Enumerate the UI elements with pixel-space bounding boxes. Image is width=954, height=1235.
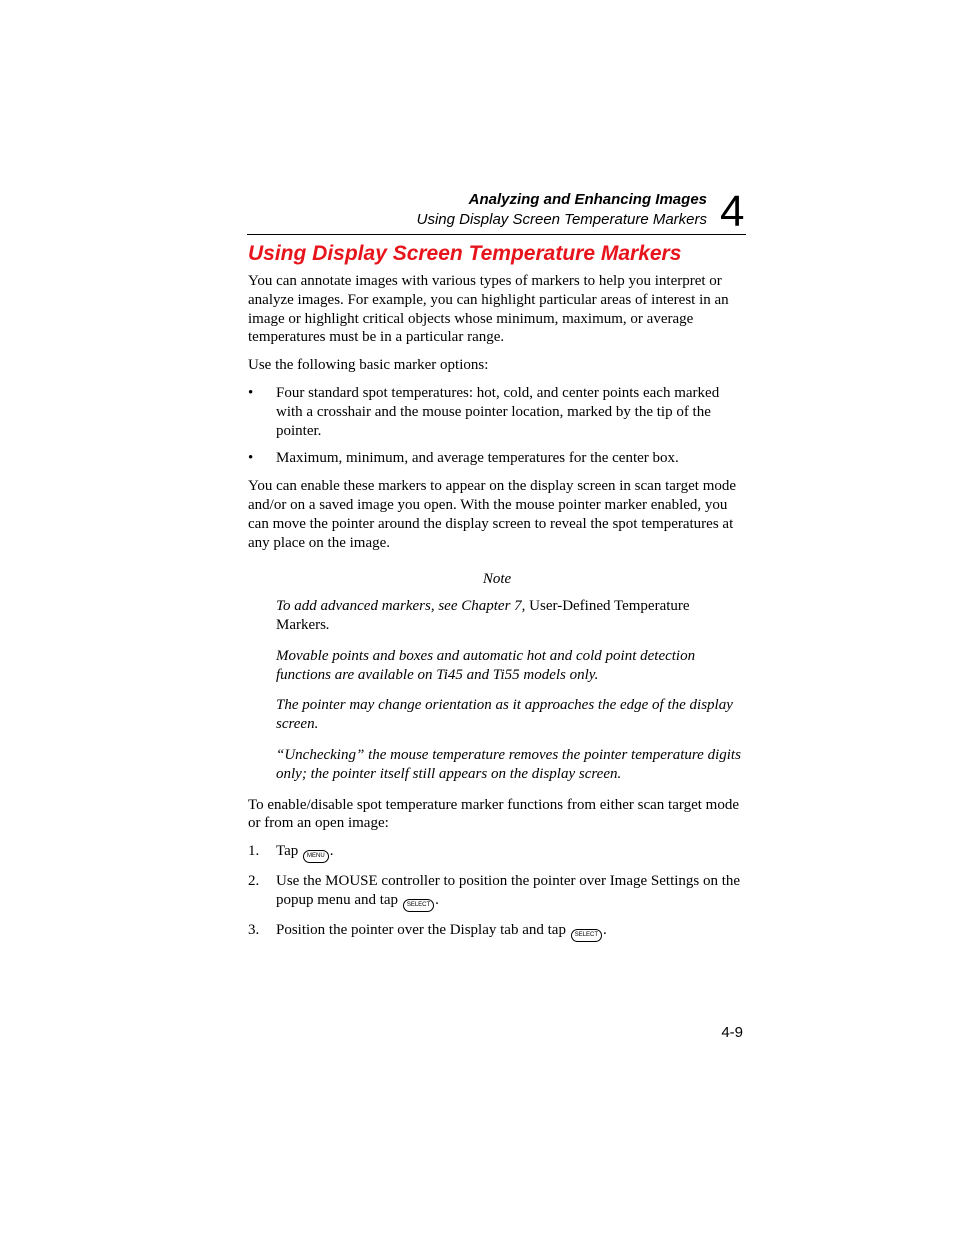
step-number: 2. <box>248 873 260 890</box>
list-item-text: Maximum, minimum, and average temperatures for the center box. <box>276 450 679 467</box>
note-body <box>248 597 746 783</box>
select-button-icon: SELECT <box>571 929 602 942</box>
step-item <box>248 872 746 912</box>
note-paragraph <box>276 597 746 635</box>
running-header <box>247 190 707 229</box>
header-divider <box>247 234 746 235</box>
list-item <box>248 449 746 468</box>
marker-options-list <box>248 384 746 468</box>
note-paragraph: Movable points and boxes and automatic hot and cold point detection functions are available on Ti45 and Ti55 models only. <box>276 647 696 683</box>
note-paragraph: The pointer may change orientation as it approaches the edge of the display screen. <box>276 697 733 733</box>
step-item <box>248 842 746 863</box>
note-label: Note <box>482 571 512 588</box>
select-button-icon: SELECT <box>403 899 434 912</box>
step-text: Position the pointer over the Display tab and tap <box>276 921 570 938</box>
step-text-end: . <box>603 921 607 938</box>
bullet-symbol: • <box>248 384 254 401</box>
step-text-end: . <box>435 891 439 908</box>
menu-button-icon: MENU <box>303 850 329 863</box>
step-text-end: . <box>329 843 334 860</box>
list-item-text: Four standard spot temperatures: hot, cold, and center points each marked with a crosshair and the mouse pointer location, marked by the tip of the pointer. <box>276 384 720 439</box>
step-number: 1. <box>248 843 260 860</box>
bullet-symbol: • <box>248 450 254 467</box>
enable-paragraph: You can enable these markers to appear on the display screen in scan target mode and/or on a saved image you open. With the mouse pointer marker enabled, you can move the pointer around the display screen to reveal the spot temperatures at any place on the image. <box>248 478 737 551</box>
step-text: Tap <box>276 843 303 860</box>
chapter-reference: User-Defined Temperature Markers <box>276 598 690 633</box>
step-text: Use the MOUSE controller to position the pointer over Image Settings on the popup menu and tap <box>276 873 741 908</box>
header-section-title: Using Display Screen Temperature Markers <box>416 211 707 228</box>
procedure-steps <box>248 842 746 942</box>
section-heading: Using Display Screen Temperature Markers <box>248 242 682 265</box>
note-text: To add advanced markers, see Chapter 7, <box>276 598 530 615</box>
procedure-lead-paragraph: To enable/disable spot temperature marker functions from either scan target mode or from an open image: <box>248 796 739 832</box>
step-number: 3. <box>248 921 260 938</box>
page-content <box>248 240 746 951</box>
options-lead-paragraph: Use the following basic marker options: <box>248 357 489 374</box>
chapter-number: 4 <box>720 187 745 236</box>
note-text-end: . <box>325 616 330 633</box>
step-item <box>248 921 746 942</box>
header-chapter-title: Analyzing and Enhancing Images <box>468 191 707 208</box>
intro-paragraph: You can annotate images with various types of markers to help you interpret or analyze images. For example, you can highlight particular areas of interest in an image or highlight critical objects whose minimum, maximum, or average temperatures must be in a particular range. <box>248 273 729 346</box>
list-item <box>248 384 746 440</box>
note-paragraph: “Unchecking” the mouse temperature removes the pointer temperature digits only; the pointer itself still appears on the display screen. <box>276 746 741 782</box>
page-number: 4-9 <box>721 1024 743 1041</box>
